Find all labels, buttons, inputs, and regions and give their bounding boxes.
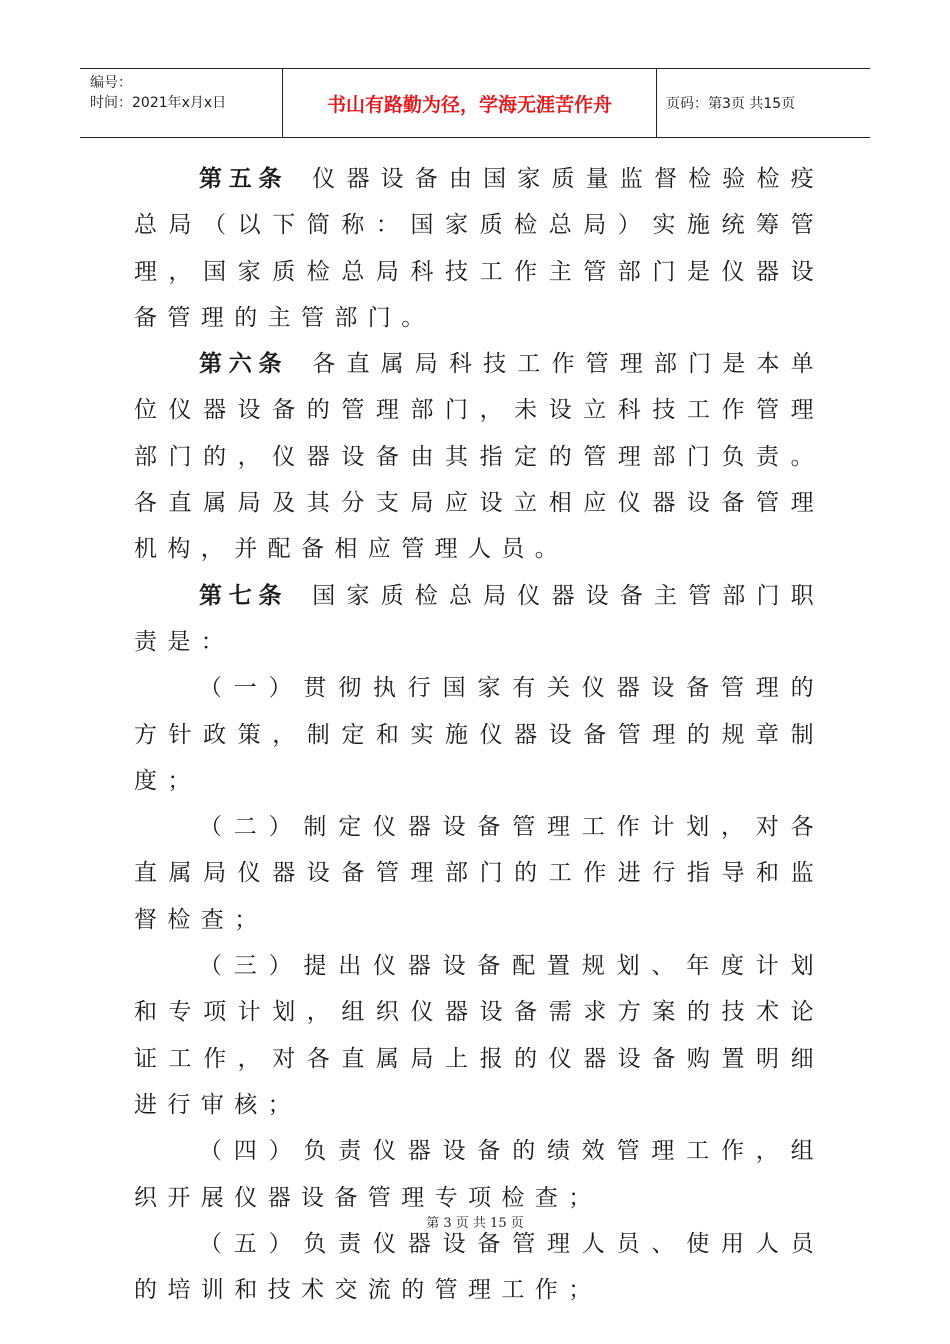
document-body	[134, 156, 824, 1313]
header-meta	[90, 73, 226, 113]
list-item-2	[134, 804, 824, 943]
paragraph-text: 国家质检总局仪器设备主管部门职责是：	[134, 582, 825, 655]
list-item-1	[134, 665, 824, 804]
paragraph-article-6	[134, 341, 824, 572]
number-label: 编号：	[90, 75, 132, 91]
paragraph-text: （二）制定仪器设备管理工作计划，对各直属局仪器设备管理部门的工作进行指导和监督检查；	[134, 814, 824, 933]
list-item-5	[134, 1221, 824, 1314]
list-item-4	[134, 1128, 824, 1221]
header-divider-right	[656, 69, 657, 137]
header-page-info: 页码：第3页 共15页	[666, 96, 796, 112]
paragraph-text: （三）提出仪器设备配置规划、年度计划和专项计划，组织仪器设备需求方案的技术论证工作，对各直属局上报的仪器设备购置明细进行审核；	[134, 953, 824, 1118]
document-header	[80, 68, 870, 138]
article-heading: 第六条	[199, 351, 289, 378]
paragraph-text: （一）贯彻执行国家有关仪器设备管理的方针政策，制定和实施仪器设备管理的规章制度；	[134, 675, 824, 794]
paragraph-article-5	[134, 156, 824, 341]
paragraph-article-7	[134, 573, 824, 666]
paragraph-text: （五）负责仪器设备管理人员、使用人员的培训和技术交流的管理工作；	[134, 1230, 824, 1304]
paragraph-text: 各直属局科技工作管理部门是本单位仪器设备的管理部门，未设立科技工作管理部门的，仪器设备由其指定的管理部门负责。各直属局及其分支局应设立相应仪器设备管理机构，并配备相应管理人员。	[134, 351, 825, 563]
paragraph-text: （四）负责仪器设备的绩效管理工作，组织开展仪器设备管理专项检查；	[134, 1138, 824, 1211]
article-heading: 第五条	[199, 166, 289, 192]
header-motto: 书山有路勤为径，学海无涯苦作舟	[326, 93, 612, 116]
page-footer: 第 3 页 共 15 页	[426, 1216, 524, 1231]
time-label: 时间：2021年x月x日	[90, 95, 227, 111]
article-heading: 第七条	[199, 582, 289, 609]
list-item-3	[134, 943, 824, 1128]
paragraph-text: 仪器设备由国家质量监督检验检疫总局（以下简称：国家质检总局）实施统筹管理，国家质检总局科技工作主管部门是仪器设备管理的主管部门。	[134, 166, 825, 331]
